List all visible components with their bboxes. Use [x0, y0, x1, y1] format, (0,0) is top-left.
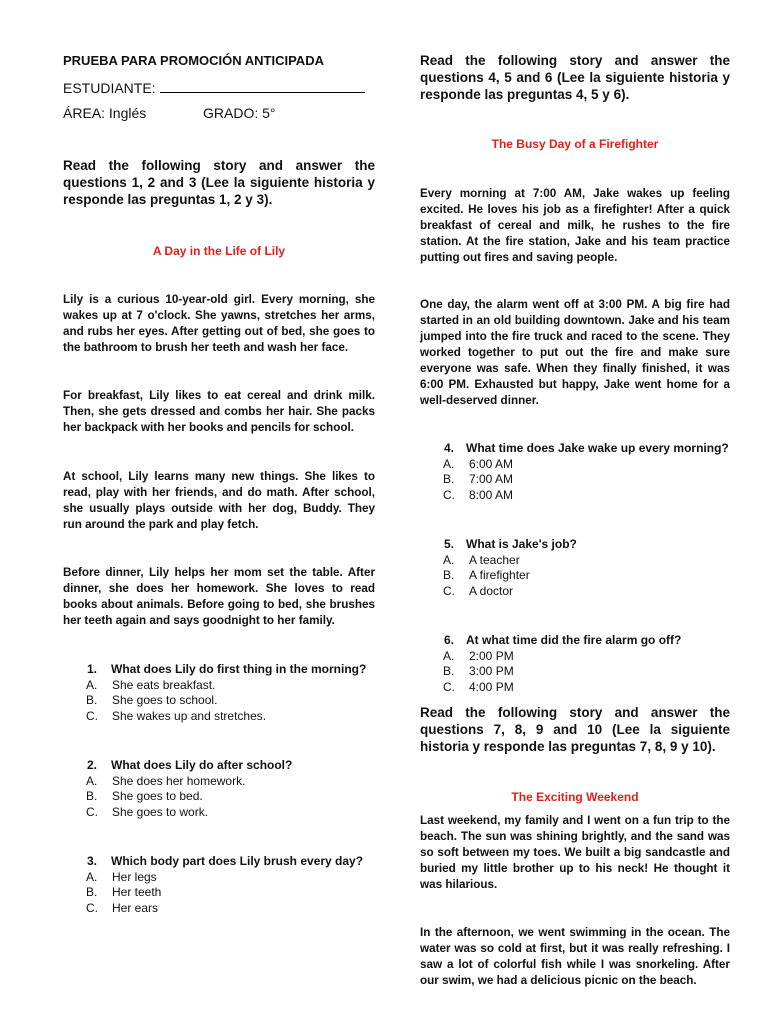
student-name-line[interactable]	[160, 81, 365, 93]
question-text: What is Jake's job?	[466, 537, 577, 551]
answer-option[interactable]: B. 3:00 PM	[443, 664, 514, 678]
answer-option[interactable]: A. She does her homework.	[86, 773, 246, 788]
answer-option[interactable]: C. A doctor	[443, 583, 514, 598]
question-2	[63, 758, 375, 820]
student-field	[63, 80, 375, 96]
grade-label: GRADO: 5°	[203, 105, 276, 121]
question-text: What time does Jake wake up every morning?	[466, 441, 729, 455]
section1-instructions: Read the following story and answer the questions 1, 2 and 3 (Lee la siguiente historia y responde las preguntas 1, 2 y 3).	[63, 158, 375, 207]
question-number: 1.	[87, 662, 98, 676]
question-text: What does Lily do first thing in the morning?	[111, 662, 367, 676]
answer-option[interactable]: C. She wakes up and stretches.	[86, 708, 267, 723]
student-label: ESTUDIANTE:	[63, 80, 156, 96]
story2-paragraph: One day, the alarm went off at 3:00 PM. A big fire had started in an old building downtown. Jake and his team jumped into the fire truck and raced to the scene. They worked together to put out the fire and make sure everyone was safe. When they finally finished, it was 6:00 PM. Exhausted but happy, Jake went home for a well-deserved dinner.	[420, 298, 730, 407]
story2-title: The Busy Day of a Firefighter	[491, 137, 659, 151]
question-6	[420, 633, 730, 695]
question-5	[420, 537, 730, 599]
question-text: At what time did the fire alarm go off?	[466, 633, 682, 647]
answer-option[interactable]: B. A firefighter	[443, 568, 530, 582]
answer-option[interactable]: B. She goes to bed.	[86, 789, 203, 803]
section3-instructions: Read the following story and answer the questions 7, 8, 9 and 10 (Lee la siguiente historia y responde las preguntas 7, 8, 9 y 10).	[420, 705, 730, 754]
answer-option[interactable]: B. Her teeth	[86, 885, 162, 899]
question-number: 2.	[87, 758, 98, 772]
answer-option[interactable]: A. 6:00 AM	[443, 456, 514, 471]
answer-option[interactable]: A. 2:00 PM	[443, 648, 514, 663]
answer-option[interactable]: B. She goes to school.	[86, 693, 218, 707]
question-text: Which body part does Lily brush every day?	[111, 854, 364, 868]
section2-instructions: Read the following story and answer the questions 4, 5 and 6 (Lee la siguiente historia y responde las preguntas 4, 5 y 6).	[420, 53, 730, 102]
story1-paragraph: At school, Lily learns many new things. She likes to read, play with her friends, and do math. After school, she usually plays outside with her dog, Buddy. They run around the park and play fetch.	[63, 470, 375, 531]
question-number: 5.	[444, 537, 455, 551]
story3-paragraph: Last weekend, my family and I went on a fun trip to the beach. The sun was shining brightly, and the sand was so soft between my toes. We built a big sandcastle and buried my little brother up to his neck! He thought it was hilarious.	[420, 814, 730, 891]
story1-title: A Day in the Life of Lily	[152, 244, 286, 258]
question-1	[63, 662, 375, 724]
answer-option[interactable]: C. Her ears	[86, 900, 159, 915]
answer-option[interactable]: C. 8:00 AM	[443, 487, 514, 502]
answer-option[interactable]: B. 7:00 AM	[443, 472, 514, 486]
question-3	[63, 854, 375, 916]
story1-paragraph: Lily is a curious 10-year-old girl. Every morning, she wakes up at 7 o'clock. She yawns, stretches her arms, and rubs her eyes. After getting out of bed, she goes to the bathroom to brush her teeth and wash her face.	[63, 293, 375, 354]
answer-option[interactable]: A. She eats breakfast.	[86, 677, 216, 692]
area-label: ÁREA: Inglés	[63, 105, 147, 121]
answer-option[interactable]: C. 4:00 PM	[443, 679, 514, 694]
question-number: 4.	[444, 441, 455, 455]
answer-option[interactable]: C. She goes to work.	[86, 804, 209, 819]
answer-option[interactable]: A. Her legs	[86, 869, 157, 884]
question-text: What does Lily do after school?	[111, 758, 293, 772]
question-number: 3.	[87, 854, 98, 868]
question-4	[420, 441, 730, 503]
question-number: 6.	[444, 633, 455, 647]
story1-paragraph: Before dinner, Lily helps her mom set the table. After dinner, she does her homework. She loves to read books about animals. Before going to bed, she brushes her teeth again and says goodnight to her family.	[63, 566, 375, 627]
story3-title: The Exciting Weekend	[511, 790, 639, 804]
story1-paragraph: For breakfast, Lily likes to eat cereal and drink milk. Then, she gets dressed and combs her hair. She packs her backpack with her books and pencils for school.	[63, 389, 375, 434]
story2-paragraph: Every morning at 7:00 AM, Jake wakes up feeling excited. He loves his job as a firefighter! After a quick breakfast of cereal and milk, he rushes to the fire station. At the fire station, Jake and his team practice putting out fires and saving people.	[420, 187, 730, 264]
exam-title: PRUEBA PARA PROMOCIÓN ANTICIPADA	[63, 53, 324, 68]
story3-paragraph: In the afternoon, we went swimming in the ocean. The water was so cold at first, but it was really refreshing. I saw a lot of colorful fish while I was snorkeling. After our swim, we had a delicious picnic on the beach.	[420, 926, 730, 987]
area-grade-line	[63, 105, 375, 121]
answer-option[interactable]: A. A teacher	[443, 552, 520, 567]
